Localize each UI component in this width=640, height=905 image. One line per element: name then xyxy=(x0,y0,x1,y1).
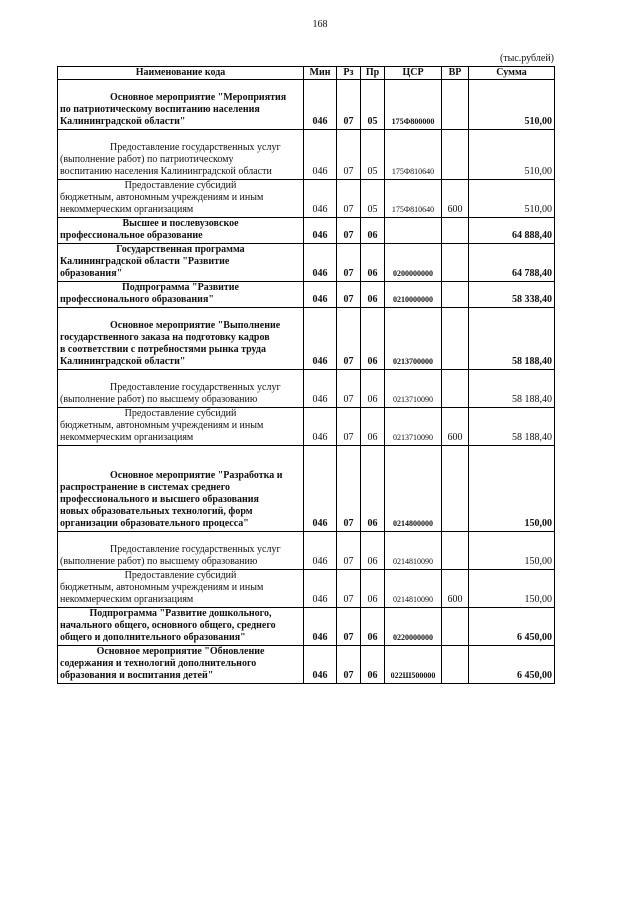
row-vr xyxy=(442,370,469,408)
row-min: 046 xyxy=(304,180,337,218)
row-sum: 510,00 xyxy=(469,80,555,130)
row-rz: 07 xyxy=(337,308,361,370)
row-name-line: Предоставление государственных услуг xyxy=(110,142,281,153)
row-min: 046 xyxy=(304,570,337,608)
row-sum: 6 450,00 xyxy=(469,608,555,646)
row-sum: 58 188,40 xyxy=(469,370,555,408)
row-sum: 510,00 xyxy=(469,180,555,218)
row-name-line: Подпрограмма "Развитие xyxy=(122,282,239,293)
row-name-cell xyxy=(58,608,304,646)
row-name-line: содержания и технологий дополнительного xyxy=(60,658,257,669)
row-pr: 05 xyxy=(361,80,385,130)
row-min: 046 xyxy=(304,446,337,532)
row-sum: 58 188,40 xyxy=(469,408,555,446)
row-name-line: в соответствии с потребностями рынка труда xyxy=(60,344,266,355)
row-pr: 06 xyxy=(361,532,385,570)
table-row xyxy=(58,180,555,218)
row-vr xyxy=(442,446,469,532)
row-pr: 06 xyxy=(361,282,385,308)
row-min: 046 xyxy=(304,244,337,282)
row-vr xyxy=(442,80,469,130)
row-pr: 06 xyxy=(361,570,385,608)
row-pr: 05 xyxy=(361,180,385,218)
row-name-line: Основное мероприятие "Мероприятия xyxy=(110,92,287,103)
row-name-cell xyxy=(58,370,304,408)
row-name-line: Основное мероприятие "Обновление xyxy=(96,646,265,657)
row-vr: 600 xyxy=(442,180,469,218)
row-name-line: Высшее и послевузовское xyxy=(122,218,239,229)
row-name-line: организации образовательного процесса" xyxy=(60,518,249,529)
row-csr: 0210000000 xyxy=(385,282,442,308)
row-min: 046 xyxy=(304,308,337,370)
row-name-cell xyxy=(58,408,304,446)
row-pr: 05 xyxy=(361,130,385,180)
row-name-line: (выполнение работ) по патриотическому xyxy=(60,154,234,165)
row-min: 046 xyxy=(304,408,337,446)
row-csr: 0213710090 xyxy=(385,370,442,408)
row-name-cell xyxy=(58,244,304,282)
row-name-line: Основное мероприятие "Выполнение xyxy=(110,320,281,331)
row-vr xyxy=(442,282,469,308)
row-name-line: бюджетным, автономным учреждениям и иным xyxy=(60,420,264,431)
row-sum: 64 788,40 xyxy=(469,244,555,282)
row-name-line: бюджетным, автономным учреждениям и иным xyxy=(60,582,264,593)
row-min: 046 xyxy=(304,130,337,180)
row-name-line: начального общего, основного общего, среднего xyxy=(60,620,276,631)
row-csr: 0213710090 xyxy=(385,408,442,446)
table-row xyxy=(58,370,555,408)
row-sum: 6 450,00 xyxy=(469,646,555,684)
table-row xyxy=(58,282,555,308)
row-name-line: общего и дополнительного образования" xyxy=(60,632,246,643)
row-rz: 07 xyxy=(337,446,361,532)
row-name-line: некоммерческим организациям xyxy=(60,432,194,443)
budget-table xyxy=(57,66,555,684)
row-pr: 06 xyxy=(361,646,385,684)
row-rz: 07 xyxy=(337,408,361,446)
row-name-cell xyxy=(58,532,304,570)
row-name-line: (выполнение работ) по высшему образованию xyxy=(60,556,258,567)
row-name-line: (выполнение работ) по высшему образованию xyxy=(60,394,258,405)
row-name-line: Подпрограмма "Развитие дошкольного, xyxy=(89,608,272,619)
row-rz: 07 xyxy=(337,570,361,608)
row-name-line: Основное мероприятие "Разработка и xyxy=(110,470,283,481)
header-vr: ВР xyxy=(442,67,469,80)
row-rz: 07 xyxy=(337,218,361,244)
row-min: 046 xyxy=(304,532,337,570)
row-rz: 07 xyxy=(337,646,361,684)
table-row xyxy=(58,570,555,608)
row-min: 046 xyxy=(304,370,337,408)
row-rz: 07 xyxy=(337,80,361,130)
row-pr: 06 xyxy=(361,446,385,532)
row-name-cell xyxy=(58,282,304,308)
row-name-line: Предоставление субсидий xyxy=(124,408,237,419)
row-csr: 0200000000 xyxy=(385,244,442,282)
row-min: 046 xyxy=(304,218,337,244)
row-pr: 06 xyxy=(361,370,385,408)
row-vr: 600 xyxy=(442,570,469,608)
row-vr xyxy=(442,646,469,684)
row-sum: 150,00 xyxy=(469,570,555,608)
row-sum: 510,00 xyxy=(469,130,555,180)
row-rz: 07 xyxy=(337,370,361,408)
row-csr: 175Ф810640 xyxy=(385,130,442,180)
row-csr: 0213700000 xyxy=(385,308,442,370)
row-name-line: Калининградской области" xyxy=(60,116,186,127)
header-min: Мин xyxy=(304,67,337,80)
row-csr: 0214800000 xyxy=(385,446,442,532)
row-name-line: Калининградской области "Развитие xyxy=(60,256,230,267)
row-sum: 64 888,40 xyxy=(469,218,555,244)
row-vr xyxy=(442,532,469,570)
table-row xyxy=(58,130,555,180)
row-csr xyxy=(385,218,442,244)
row-name-line: распространение в системах среднего xyxy=(60,482,231,493)
row-rz: 07 xyxy=(337,180,361,218)
page-number: 168 xyxy=(312,19,328,30)
row-name-cell xyxy=(58,180,304,218)
row-min: 046 xyxy=(304,282,337,308)
row-name-cell xyxy=(58,308,304,370)
row-min: 046 xyxy=(304,608,337,646)
row-rz: 07 xyxy=(337,130,361,180)
row-rz: 07 xyxy=(337,532,361,570)
table-row xyxy=(58,532,555,570)
row-name-line: Предоставление государственных услуг xyxy=(110,382,281,393)
row-min: 046 xyxy=(304,646,337,684)
row-min: 046 xyxy=(304,80,337,130)
row-sum: 58 338,40 xyxy=(469,282,555,308)
row-name-cell xyxy=(58,646,304,684)
row-name-line: профессиональное образование xyxy=(60,230,203,241)
header-csr: ЦСР xyxy=(385,67,442,80)
row-name-line: Предоставление субсидий xyxy=(124,570,237,581)
row-vr xyxy=(442,130,469,180)
header-name: Наименование кода xyxy=(58,67,304,80)
row-vr: 600 xyxy=(442,408,469,446)
row-sum: 150,00 xyxy=(469,446,555,532)
row-name-line: Предоставление государственных услуг xyxy=(110,544,281,555)
table-row xyxy=(58,446,555,532)
row-vr xyxy=(442,244,469,282)
row-pr: 06 xyxy=(361,244,385,282)
header-rz: Рз xyxy=(337,67,361,80)
row-name-line: Предоставление субсидий xyxy=(124,180,237,191)
row-name-cell xyxy=(58,570,304,608)
table-row xyxy=(58,218,555,244)
table-body xyxy=(58,80,555,684)
table-header-row xyxy=(58,67,555,80)
row-name-cell xyxy=(58,446,304,532)
header-pr: Пр xyxy=(361,67,385,80)
row-pr: 06 xyxy=(361,608,385,646)
row-name-line: образования" xyxy=(60,268,123,279)
row-sum: 58 188,40 xyxy=(469,308,555,370)
row-pr: 06 xyxy=(361,408,385,446)
row-pr: 06 xyxy=(361,308,385,370)
row-rz: 07 xyxy=(337,282,361,308)
row-name-line: государственного заказа на подготовку кадров xyxy=(60,332,270,343)
table-row xyxy=(58,244,555,282)
row-rz: 07 xyxy=(337,608,361,646)
table-row xyxy=(58,646,555,684)
row-csr: 0214810090 xyxy=(385,532,442,570)
row-vr xyxy=(442,608,469,646)
table-row xyxy=(58,308,555,370)
row-name-line: воспитанию населения Калининградской области xyxy=(60,166,272,177)
table-row xyxy=(58,408,555,446)
row-name-line: профессионального образования" xyxy=(60,294,214,305)
row-csr: 0214810090 xyxy=(385,570,442,608)
header-sum: Сумма xyxy=(469,67,555,80)
row-name-line: Калининградской области" xyxy=(60,356,186,367)
row-name-line: Государственная программа xyxy=(116,244,245,255)
row-name-cell xyxy=(58,218,304,244)
row-name-line: новых образовательных технологий, форм xyxy=(60,506,253,517)
row-name-cell xyxy=(58,130,304,180)
row-vr xyxy=(442,218,469,244)
row-name-line: профессионального и высшего образования xyxy=(60,494,259,505)
row-pr: 06 xyxy=(361,218,385,244)
row-csr: 022Ш500000 xyxy=(385,646,442,684)
row-sum: 150,00 xyxy=(469,532,555,570)
row-csr: 175Ф800000 xyxy=(385,80,442,130)
row-name-line: бюджетным, автономным учреждениям и иным xyxy=(60,192,264,203)
row-name-cell xyxy=(58,80,304,130)
units-label: (тыс.рублей) xyxy=(499,53,554,64)
table-row xyxy=(58,80,555,130)
table-row xyxy=(58,608,555,646)
row-csr: 0220000000 xyxy=(385,608,442,646)
row-vr xyxy=(442,308,469,370)
row-rz: 07 xyxy=(337,244,361,282)
row-csr: 175Ф810640 xyxy=(385,180,442,218)
row-name-line: по патриотическому воспитанию населения xyxy=(60,104,260,115)
row-name-line: некоммерческим организациям xyxy=(60,594,194,605)
row-name-line: образования и воспитания детей" xyxy=(60,670,214,681)
row-name-line: некоммерческим организациям xyxy=(60,204,194,215)
